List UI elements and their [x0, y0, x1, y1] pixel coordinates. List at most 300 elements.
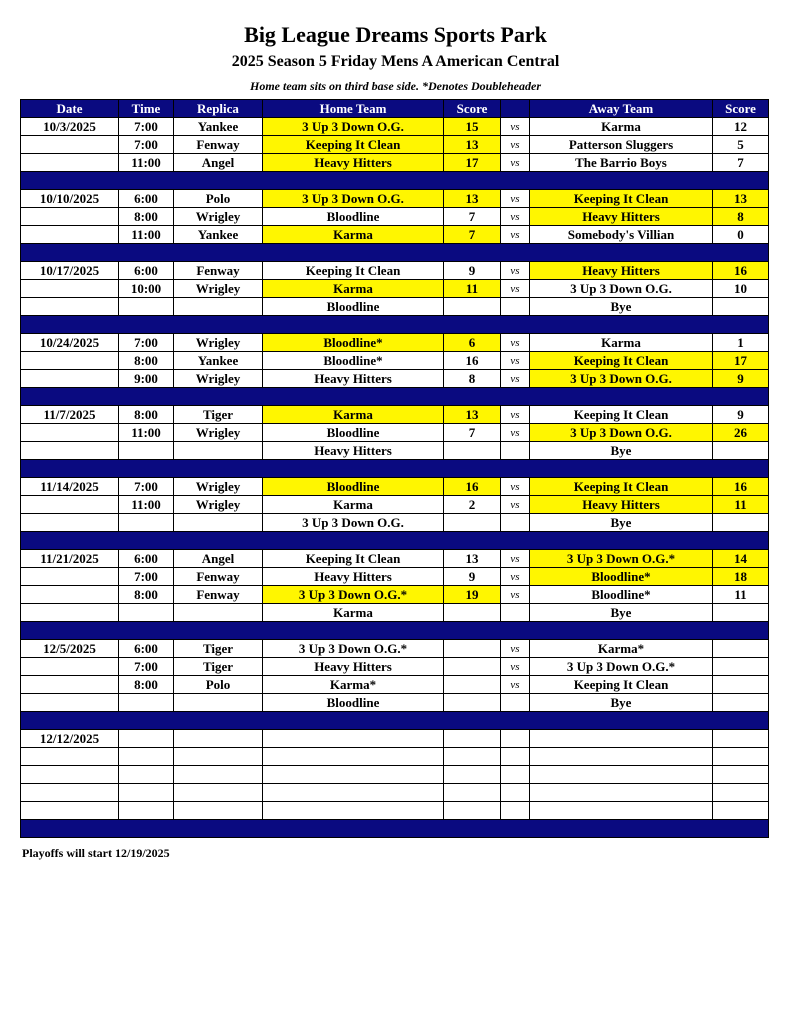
separator-bar — [21, 712, 769, 730]
away-score: 14 — [713, 550, 769, 568]
game-time — [119, 442, 174, 460]
home-score: 9 — [444, 262, 501, 280]
game-date — [21, 514, 119, 532]
game-date: 11/7/2025 — [21, 406, 119, 424]
game-replica — [174, 514, 263, 532]
vs-label: vs — [501, 136, 530, 154]
home-team: Heavy Hitters — [263, 658, 444, 676]
away-score — [713, 604, 769, 622]
game-replica: Angel — [174, 154, 263, 172]
game-date: 11/21/2025 — [21, 550, 119, 568]
game-replica — [174, 784, 263, 802]
vs-label: vs — [501, 424, 530, 442]
away-score — [713, 676, 769, 694]
away-team: 3 Up 3 Down O.G. — [530, 280, 713, 298]
game-replica: Tiger — [174, 640, 263, 658]
home-score: 2 — [444, 496, 501, 514]
game-row — [21, 262, 769, 280]
home-score: 7 — [444, 226, 501, 244]
away-team: Bye — [530, 442, 713, 460]
game-replica: Fenway — [174, 568, 263, 586]
game-row — [21, 748, 769, 766]
game-replica: Fenway — [174, 586, 263, 604]
week-separator — [21, 316, 769, 334]
game-row — [21, 136, 769, 154]
week-separator — [21, 532, 769, 550]
game-date — [21, 604, 119, 622]
week-separator — [21, 460, 769, 478]
schedule-body — [21, 118, 769, 838]
game-row — [21, 424, 769, 442]
away-score: 11 — [713, 496, 769, 514]
home-score: 19 — [444, 586, 501, 604]
week-separator — [21, 388, 769, 406]
away-team — [530, 748, 713, 766]
home-score: 13 — [444, 190, 501, 208]
home-team: Heavy Hitters — [263, 154, 444, 172]
game-time: 7:00 — [119, 118, 174, 136]
away-score — [713, 766, 769, 784]
home-score — [444, 442, 501, 460]
game-row — [21, 298, 769, 316]
vs-label: vs — [501, 352, 530, 370]
away-score — [713, 802, 769, 820]
away-score: 9 — [713, 406, 769, 424]
away-team: Bye — [530, 694, 713, 712]
away-team: 3 Up 3 Down O.G. — [530, 370, 713, 388]
home-team: 3 Up 3 Down O.G.* — [263, 640, 444, 658]
game-date — [21, 226, 119, 244]
home-team: Karma — [263, 280, 444, 298]
home-score: 17 — [444, 154, 501, 172]
home-team: Heavy Hitters — [263, 370, 444, 388]
away-team: 3 Up 3 Down O.G.* — [530, 550, 713, 568]
away-team: Patterson Sluggers — [530, 136, 713, 154]
game-time: 11:00 — [119, 496, 174, 514]
away-score: 26 — [713, 424, 769, 442]
away-team: 3 Up 3 Down O.G.* — [530, 658, 713, 676]
vs-label: vs — [501, 190, 530, 208]
away-score: 13 — [713, 190, 769, 208]
game-time: 8:00 — [119, 406, 174, 424]
away-score: 16 — [713, 478, 769, 496]
game-time — [119, 694, 174, 712]
game-replica: Fenway — [174, 262, 263, 280]
vs-label — [501, 748, 530, 766]
home-team — [263, 766, 444, 784]
home-score — [444, 784, 501, 802]
home-score — [444, 802, 501, 820]
home-team — [263, 802, 444, 820]
vs-label: vs — [501, 496, 530, 514]
home-team: Bloodline* — [263, 334, 444, 352]
game-row — [21, 496, 769, 514]
game-row — [21, 568, 769, 586]
vs-label — [501, 442, 530, 460]
vs-label: vs — [501, 406, 530, 424]
home-team: Bloodline* — [263, 352, 444, 370]
game-replica — [174, 298, 263, 316]
separator-bar — [21, 460, 769, 478]
away-score: 16 — [713, 262, 769, 280]
game-row — [21, 208, 769, 226]
game-replica — [174, 604, 263, 622]
game-date: 10/24/2025 — [21, 334, 119, 352]
away-score: 11 — [713, 586, 769, 604]
away-score: 18 — [713, 568, 769, 586]
away-score: 17 — [713, 352, 769, 370]
game-date — [21, 280, 119, 298]
game-date: 11/14/2025 — [21, 478, 119, 496]
away-team: Bye — [530, 298, 713, 316]
away-team: Bloodline* — [530, 568, 713, 586]
home-team: Bloodline — [263, 208, 444, 226]
home-score — [444, 730, 501, 748]
game-replica — [174, 802, 263, 820]
week-separator — [21, 712, 769, 730]
away-team — [530, 784, 713, 802]
away-team: Keeping It Clean — [530, 406, 713, 424]
game-time: 8:00 — [119, 676, 174, 694]
home-team: Karma — [263, 406, 444, 424]
game-date — [21, 442, 119, 460]
vs-label: vs — [501, 280, 530, 298]
game-row — [21, 118, 769, 136]
home-team: Bloodline — [263, 478, 444, 496]
vs-label — [501, 802, 530, 820]
game-replica: Tiger — [174, 406, 263, 424]
separator-bar — [21, 388, 769, 406]
game-row — [21, 586, 769, 604]
game-date — [21, 154, 119, 172]
home-team: Bloodline — [263, 694, 444, 712]
separator-bar — [21, 244, 769, 262]
game-row — [21, 802, 769, 820]
game-replica: Polo — [174, 190, 263, 208]
game-time: 10:00 — [119, 280, 174, 298]
away-team: Keeping It Clean — [530, 478, 713, 496]
game-date: 12/5/2025 — [21, 640, 119, 658]
away-team: 3 Up 3 Down O.G. — [530, 424, 713, 442]
game-time: 6:00 — [119, 262, 174, 280]
home-score — [444, 298, 501, 316]
game-row — [21, 550, 769, 568]
home-score — [444, 604, 501, 622]
playoffs-note: Playoffs will start 12/19/2025 — [22, 846, 170, 860]
home-score: 15 — [444, 118, 501, 136]
vs-label: vs — [501, 118, 530, 136]
game-row — [21, 352, 769, 370]
game-replica: Yankee — [174, 352, 263, 370]
game-replica — [174, 694, 263, 712]
away-team: Keeping It Clean — [530, 190, 713, 208]
home-team — [263, 730, 444, 748]
game-time — [119, 766, 174, 784]
game-date — [21, 352, 119, 370]
away-score: 5 — [713, 136, 769, 154]
vs-label: vs — [501, 568, 530, 586]
home-team — [263, 784, 444, 802]
away-score: 0 — [713, 226, 769, 244]
game-replica: Fenway — [174, 136, 263, 154]
home-team — [263, 748, 444, 766]
home-score: 7 — [444, 424, 501, 442]
game-row — [21, 514, 769, 532]
away-score — [713, 730, 769, 748]
home-team: Karma — [263, 226, 444, 244]
home-team: Keeping It Clean — [263, 136, 444, 154]
game-replica: Angel — [174, 550, 263, 568]
game-time: 7:00 — [119, 658, 174, 676]
game-replica: Wrigley — [174, 208, 263, 226]
game-replica: Wrigley — [174, 496, 263, 514]
game-date — [21, 424, 119, 442]
game-date — [21, 694, 119, 712]
game-row — [21, 784, 769, 802]
game-row — [21, 280, 769, 298]
away-team: Karma — [530, 118, 713, 136]
game-time: 8:00 — [119, 586, 174, 604]
home-team: Karma — [263, 496, 444, 514]
game-date — [21, 370, 119, 388]
game-replica: Wrigley — [174, 370, 263, 388]
game-time: 9:00 — [119, 370, 174, 388]
home-team: Heavy Hitters — [263, 568, 444, 586]
game-row — [21, 730, 769, 748]
home-team: Karma — [263, 604, 444, 622]
away-score — [713, 694, 769, 712]
game-date — [21, 136, 119, 154]
header-away-score: Score — [713, 100, 769, 118]
game-replica — [174, 442, 263, 460]
game-row — [21, 370, 769, 388]
game-row — [21, 658, 769, 676]
game-date — [21, 568, 119, 586]
header-away-team: Away Team — [530, 100, 713, 118]
game-time: 7:00 — [119, 568, 174, 586]
vs-label — [501, 694, 530, 712]
game-replica — [174, 766, 263, 784]
home-score — [444, 676, 501, 694]
header-replica: Replica — [174, 100, 263, 118]
game-time — [119, 514, 174, 532]
away-score: 1 — [713, 334, 769, 352]
header-home-score: Score — [444, 100, 501, 118]
vs-label — [501, 766, 530, 784]
vs-label: vs — [501, 658, 530, 676]
vs-label: vs — [501, 550, 530, 568]
separator-bar — [21, 172, 769, 190]
home-team: 3 Up 3 Down O.G. — [263, 514, 444, 532]
away-score: 10 — [713, 280, 769, 298]
game-date — [21, 586, 119, 604]
game-date: 12/12/2025 — [21, 730, 119, 748]
game-date — [21, 676, 119, 694]
away-score — [713, 514, 769, 532]
away-team: Heavy Hitters — [530, 262, 713, 280]
home-score: 7 — [444, 208, 501, 226]
game-time — [119, 784, 174, 802]
away-team — [530, 802, 713, 820]
away-team: Bloodline* — [530, 586, 713, 604]
home-score: 13 — [444, 136, 501, 154]
game-date — [21, 208, 119, 226]
game-date: 10/17/2025 — [21, 262, 119, 280]
home-team: Karma* — [263, 676, 444, 694]
away-team — [530, 766, 713, 784]
week-separator — [21, 820, 769, 838]
away-team — [530, 730, 713, 748]
home-score: 16 — [444, 352, 501, 370]
home-score — [444, 766, 501, 784]
away-score — [713, 298, 769, 316]
home-score: 13 — [444, 406, 501, 424]
game-date — [21, 496, 119, 514]
away-score — [713, 748, 769, 766]
away-team: Karma — [530, 334, 713, 352]
game-time: 7:00 — [119, 136, 174, 154]
game-replica: Wrigley — [174, 280, 263, 298]
home-score: 11 — [444, 280, 501, 298]
game-row — [21, 226, 769, 244]
home-team: 3 Up 3 Down O.G.* — [263, 586, 444, 604]
game-replica: Wrigley — [174, 424, 263, 442]
home-score: 16 — [444, 478, 501, 496]
home-team: Keeping It Clean — [263, 550, 444, 568]
week-separator — [21, 622, 769, 640]
week-separator — [21, 244, 769, 262]
separator-bar — [21, 532, 769, 550]
header-vs — [501, 100, 530, 118]
game-row — [21, 334, 769, 352]
away-score: 9 — [713, 370, 769, 388]
week-separator — [21, 172, 769, 190]
header-home-team: Home Team — [263, 100, 444, 118]
home-team: 3 Up 3 Down O.G. — [263, 118, 444, 136]
home-score: 8 — [444, 370, 501, 388]
game-date — [21, 784, 119, 802]
vs-label — [501, 604, 530, 622]
vs-label — [501, 784, 530, 802]
away-team: Keeping It Clean — [530, 352, 713, 370]
game-row — [21, 604, 769, 622]
away-score — [713, 640, 769, 658]
game-row — [21, 154, 769, 172]
home-score — [444, 694, 501, 712]
away-team: Bye — [530, 604, 713, 622]
home-score: 9 — [444, 568, 501, 586]
game-time — [119, 748, 174, 766]
game-time — [119, 730, 174, 748]
away-team: Bye — [530, 514, 713, 532]
game-time: 11:00 — [119, 154, 174, 172]
vs-label: vs — [501, 226, 530, 244]
home-team: Keeping It Clean — [263, 262, 444, 280]
home-team: 3 Up 3 Down O.G. — [263, 190, 444, 208]
vs-label: vs — [501, 334, 530, 352]
separator-bar — [21, 622, 769, 640]
schedule-table — [20, 99, 769, 838]
away-team: Somebody's Villian — [530, 226, 713, 244]
game-row — [21, 640, 769, 658]
game-row — [21, 406, 769, 424]
vs-label: vs — [501, 676, 530, 694]
away-score: 7 — [713, 154, 769, 172]
game-date — [21, 298, 119, 316]
game-row — [21, 442, 769, 460]
vs-label — [501, 730, 530, 748]
game-date — [21, 802, 119, 820]
game-time: 11:00 — [119, 226, 174, 244]
game-time — [119, 604, 174, 622]
away-team: Keeping It Clean — [530, 676, 713, 694]
game-time: 6:00 — [119, 640, 174, 658]
game-time: 6:00 — [119, 190, 174, 208]
game-replica: Wrigley — [174, 478, 263, 496]
header-time: Time — [119, 100, 174, 118]
schedule-note: Home team sits on third base side. *Denotes Doubleheader — [250, 79, 541, 93]
away-score: 8 — [713, 208, 769, 226]
vs-label — [501, 298, 530, 316]
game-date — [21, 748, 119, 766]
game-replica: Yankee — [174, 226, 263, 244]
home-score — [444, 640, 501, 658]
away-score — [713, 658, 769, 676]
game-time: 11:00 — [119, 424, 174, 442]
vs-label — [501, 514, 530, 532]
game-time — [119, 802, 174, 820]
home-team: Heavy Hitters — [263, 442, 444, 460]
game-time — [119, 298, 174, 316]
home-score: 6 — [444, 334, 501, 352]
game-date: 10/3/2025 — [21, 118, 119, 136]
away-team: Karma* — [530, 640, 713, 658]
vs-label: vs — [501, 370, 530, 388]
separator-bar — [21, 820, 769, 838]
home-score: 13 — [444, 550, 501, 568]
game-replica: Yankee — [174, 118, 263, 136]
header-date: Date — [21, 100, 119, 118]
game-replica — [174, 730, 263, 748]
game-replica: Polo — [174, 676, 263, 694]
header-row — [21, 100, 769, 118]
away-score: 12 — [713, 118, 769, 136]
page-title: Big League Dreams Sports Park — [244, 22, 547, 47]
home-score — [444, 514, 501, 532]
home-score — [444, 658, 501, 676]
game-replica — [174, 748, 263, 766]
vs-label: vs — [501, 478, 530, 496]
game-time: 7:00 — [119, 478, 174, 496]
away-team: Heavy Hitters — [530, 208, 713, 226]
game-row — [21, 694, 769, 712]
game-date — [21, 766, 119, 784]
separator-bar — [21, 316, 769, 334]
game-row — [21, 190, 769, 208]
game-row — [21, 676, 769, 694]
home-team: Bloodline — [263, 298, 444, 316]
game-row — [21, 478, 769, 496]
game-replica: Tiger — [174, 658, 263, 676]
page-subtitle: 2025 Season 5 Friday Mens A American Central — [231, 53, 560, 70]
vs-label: vs — [501, 586, 530, 604]
home-team: Bloodline — [263, 424, 444, 442]
game-row — [21, 766, 769, 784]
game-time: 7:00 — [119, 334, 174, 352]
away-score — [713, 442, 769, 460]
away-team: Heavy Hitters — [530, 496, 713, 514]
game-time: 8:00 — [119, 208, 174, 226]
